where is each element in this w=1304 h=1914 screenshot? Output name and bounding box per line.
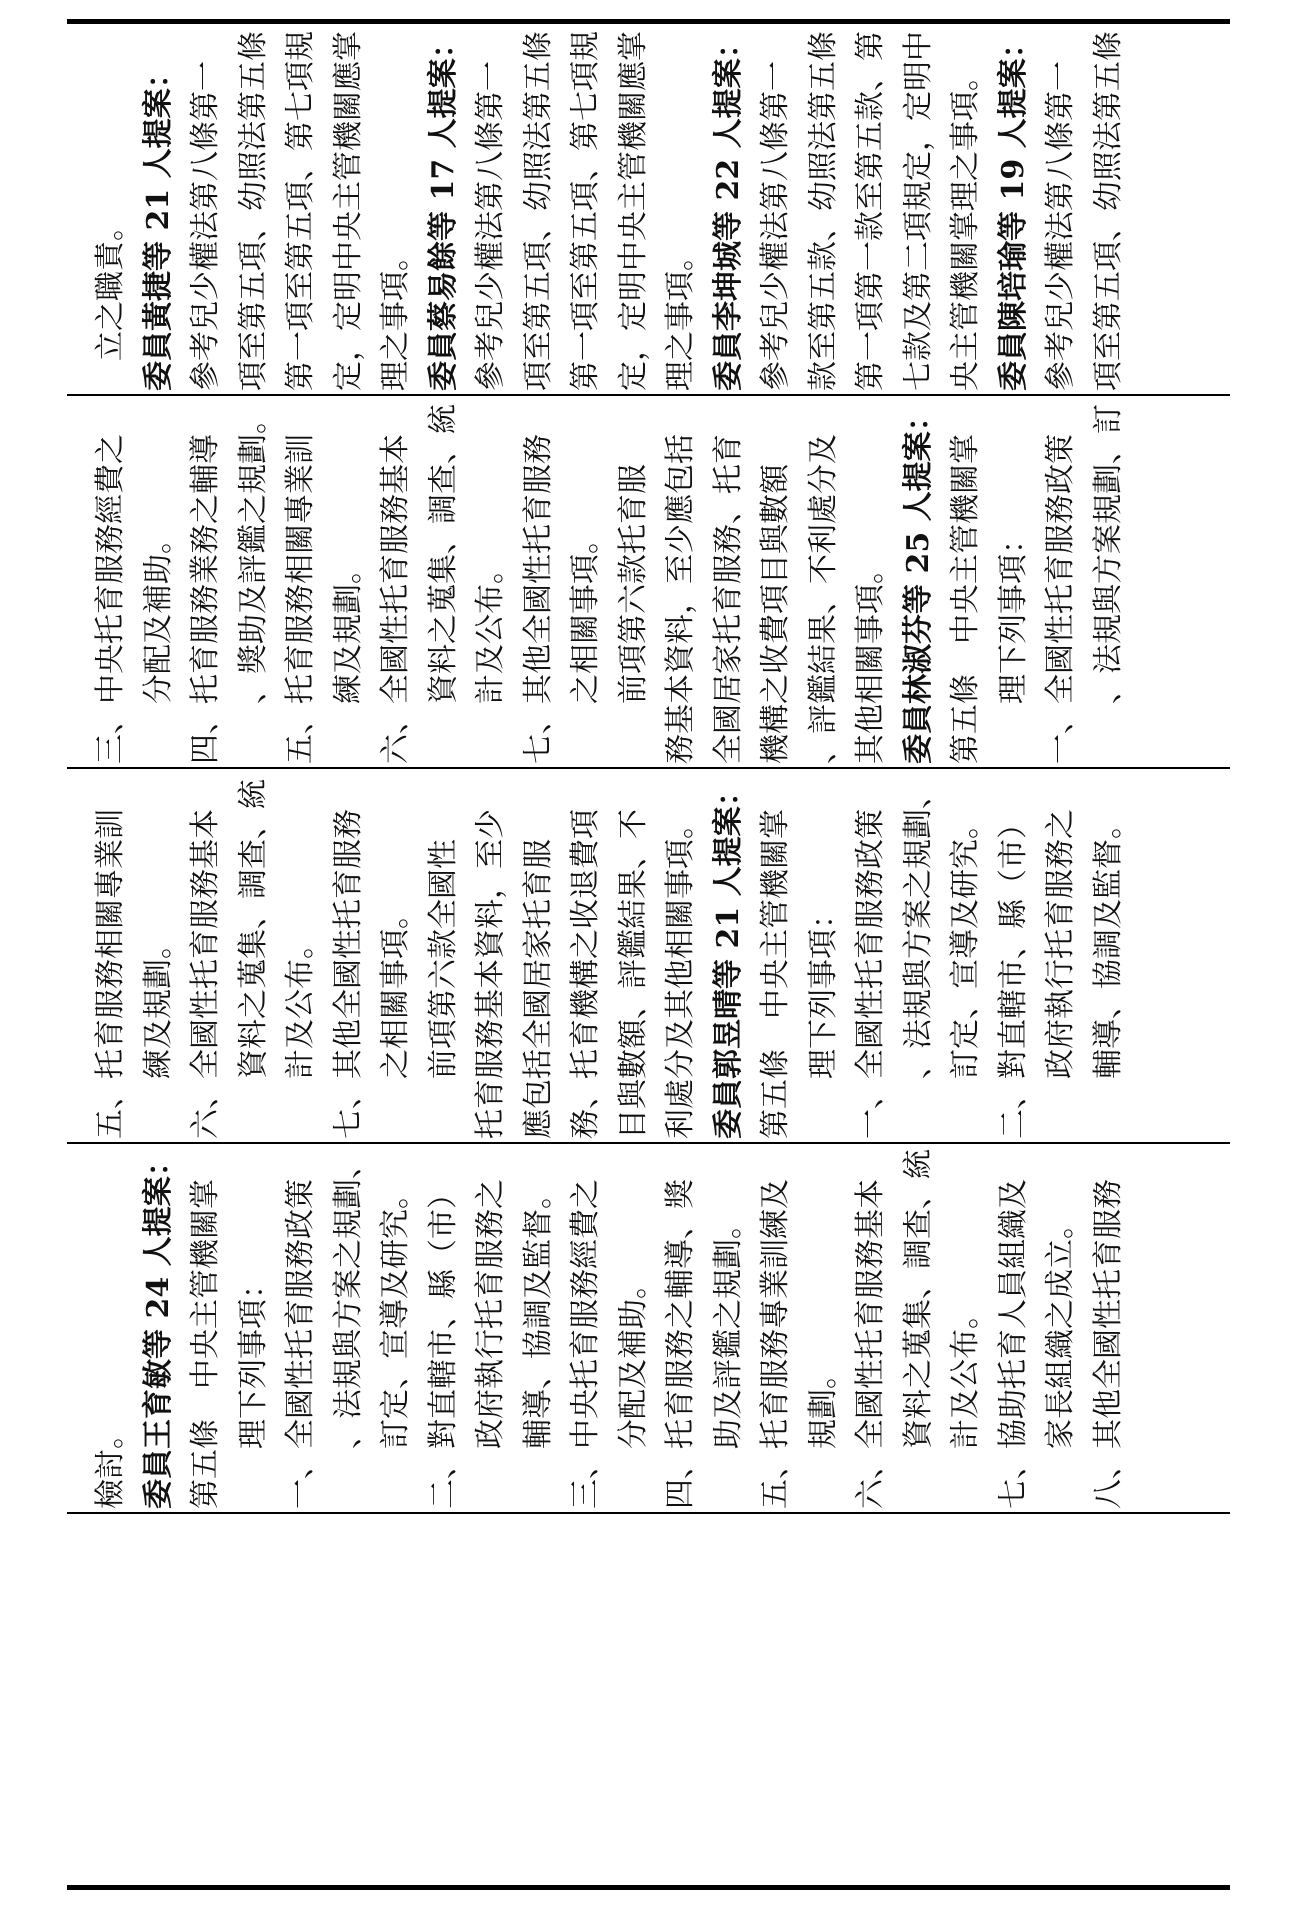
text-line: 款至第五款、幼照法第五條: [805, 31, 841, 391]
text-line: 央主管機關掌理之事項。: [948, 61, 983, 391]
proposal-heading: 委員王育敏等 24 人提案：: [140, 1146, 176, 1509]
text-line: 參考兒少權法第八條第一: [1043, 61, 1078, 391]
proposal-heading: 委員陳培瑜等 19 人提案：: [995, 28, 1031, 391]
text-line: 檢討。: [93, 1419, 128, 1509]
text-line: 六、全國性托育服務基本: [188, 809, 223, 1139]
text-line: 理下列事項：: [805, 899, 841, 1079]
text-line: 計及公布。: [283, 929, 318, 1079]
column-divider: [67, 1512, 1230, 1514]
proposal-heading: 委員蔡易餘等 17 人提案：: [425, 28, 461, 391]
proposal-heading: 委員郭昱晴等 21 人提案：: [710, 776, 746, 1139]
text-line: 理下列事項：: [995, 524, 1031, 704]
column-divider: [67, 394, 1230, 396]
text-line: 參考兒少權法第八條第一: [188, 61, 223, 391]
text-line: 五、托育服務相關專業訓: [93, 809, 128, 1139]
text-line: 七款及第二項規定，定明中: [900, 31, 936, 391]
text-column-2: [87, 771, 1132, 1139]
proposal-heading: 委員林淑芬等 25 人提案：: [900, 401, 936, 764]
text-line: 一、全國性托育服務政策: [853, 809, 888, 1139]
proposal-heading: 委員李坤城等 22 人提案：: [710, 28, 746, 391]
text-line: 參考兒少權法第八條第一: [473, 61, 508, 391]
text-line: 、法規與方案之規劃、: [900, 779, 936, 1079]
text-line: 第一項第一款至第五款、第: [853, 31, 888, 391]
text-line: 六、全國性托育服務基本: [378, 434, 413, 764]
text-line: 分配及補助。: [615, 1269, 651, 1449]
text-line: 項至第五項、幼照法第五條: [1090, 31, 1126, 391]
text-line: 七、其他全國性托育服務: [330, 809, 366, 1139]
proposal-heading: 委員黃捷等 21 人提案：: [140, 58, 176, 391]
text-line: 理下列事項：: [235, 1269, 271, 1449]
text-line: 訂定、宣導及研究。: [948, 809, 983, 1079]
text-line: 托育服務基本資料，至少: [473, 809, 508, 1139]
text-line: 、法規與方案之規劃、: [330, 1149, 366, 1449]
text-line: 練及規劃。: [330, 554, 366, 704]
text-line: 資料之蒐集、調查、統: [235, 779, 271, 1079]
text-line: 家長組織之成立。: [1043, 1209, 1078, 1449]
text-line: 機構之收費項目與數額: [758, 464, 793, 764]
text-line: 資料之蒐集、調查、統: [900, 1149, 936, 1449]
text-line: 五、托育服務相關專業訓: [283, 434, 318, 764]
text-line: 第一項至第五項、第七項規: [568, 31, 603, 391]
text-line: 四、托育服務之輔導、獎: [663, 1179, 698, 1509]
text-line: 政府執行托育服務之: [473, 1179, 508, 1449]
text-line: 前項第六款全國性: [425, 839, 461, 1079]
text-line: 五、托育服務專業訓練及: [758, 1179, 793, 1509]
text-line: 一、全國性托育服務政策: [1043, 434, 1078, 764]
text-line: 應包括全國居家托育服: [520, 839, 556, 1139]
text-line: 之相關事項。: [568, 524, 603, 704]
text-column-3: [87, 398, 1132, 764]
text-line: 六、全國性托育服務基本: [853, 1179, 888, 1509]
text-line: 第一項至第五項、第七項規: [283, 31, 318, 391]
text-line: 二、對直轄市、縣（市）: [995, 809, 1031, 1139]
text-line: 七、協助托育人員組織及: [995, 1179, 1031, 1509]
text-line: 定，定明中央主管機關應掌: [615, 31, 651, 391]
text-line: 其他相關事項。: [853, 554, 888, 764]
text-line: 第五條 中央主管機關掌: [758, 809, 793, 1139]
text-line: 之相關事項。: [378, 899, 413, 1079]
text-line: 三、中央托育服務經費之: [93, 434, 128, 764]
text-column-1: [87, 1146, 1132, 1509]
table-bottom-border: [67, 1885, 1230, 1890]
text-line: 項至第五項、幼照法第五條: [520, 31, 556, 391]
text-line: 第五條 中央主管機關掌: [188, 1179, 223, 1509]
text-line: 訂定、宣導及研究。: [378, 1179, 413, 1449]
text-line: 第五條 中央主管機關掌: [948, 434, 983, 764]
text-line: 理之事項。: [378, 241, 413, 391]
text-line: 參考兒少權法第八條第一: [758, 61, 793, 391]
text-line: 助及評鑑之規劃。: [710, 1209, 746, 1449]
text-line: 八、其他全國性托育服務: [1090, 1179, 1126, 1509]
text-line: 政府執行托育服務之: [1043, 809, 1078, 1079]
text-line: 二、對直轄市、縣（市）: [425, 1179, 461, 1509]
text-line: 前項第六款托育服: [615, 464, 651, 704]
text-line: 、獎助及評鑑之規劃。: [235, 404, 271, 704]
column-divider: [67, 1142, 1230, 1144]
text-line: 務、托育機構之收退費項: [568, 809, 603, 1139]
text-line: 資料之蒐集、調查、統: [425, 404, 461, 704]
text-line: 、法規與方案規劃、訂: [1090, 404, 1126, 704]
text-line: 項至第五項、幼照法第五條: [235, 31, 271, 391]
text-line: 全國居家托育服務、托育: [710, 434, 746, 764]
text-line: 立之職責。: [93, 211, 128, 361]
text-line: 練及規劃。: [140, 929, 176, 1079]
text-line: 理之事項。: [663, 241, 698, 391]
text-line: 目與數額、評鑑結果、不: [615, 809, 651, 1139]
text-line: 輔導、協調及監督。: [520, 1179, 556, 1449]
text-line: 計及公布。: [473, 554, 508, 704]
text-line: 七、其他全國性托育服務: [520, 434, 556, 764]
text-line: 、評鑑結果、不利處分及: [805, 434, 841, 764]
text-column-4: [87, 27, 1132, 391]
text-line: 規劃。: [805, 1359, 841, 1449]
text-line: 四、托育服務業務之輔導: [188, 434, 223, 764]
text-line: 定，定明中央主管機關應掌: [330, 31, 366, 391]
text-line: 三、中央托育服務經費之: [568, 1179, 603, 1509]
column-divider: [67, 767, 1230, 769]
text-line: 利處分及其他相關事項。: [663, 809, 698, 1139]
text-line: 輔導、協調及監督。: [1090, 809, 1126, 1079]
text-line: 分配及補助。: [140, 524, 176, 704]
text-line: 務基本資料，至少應包括: [663, 434, 698, 764]
text-line: 一、全國性托育服務政策: [283, 1179, 318, 1509]
text-line: 計及公布。: [948, 1299, 983, 1449]
table-top-border: [67, 19, 1230, 24]
